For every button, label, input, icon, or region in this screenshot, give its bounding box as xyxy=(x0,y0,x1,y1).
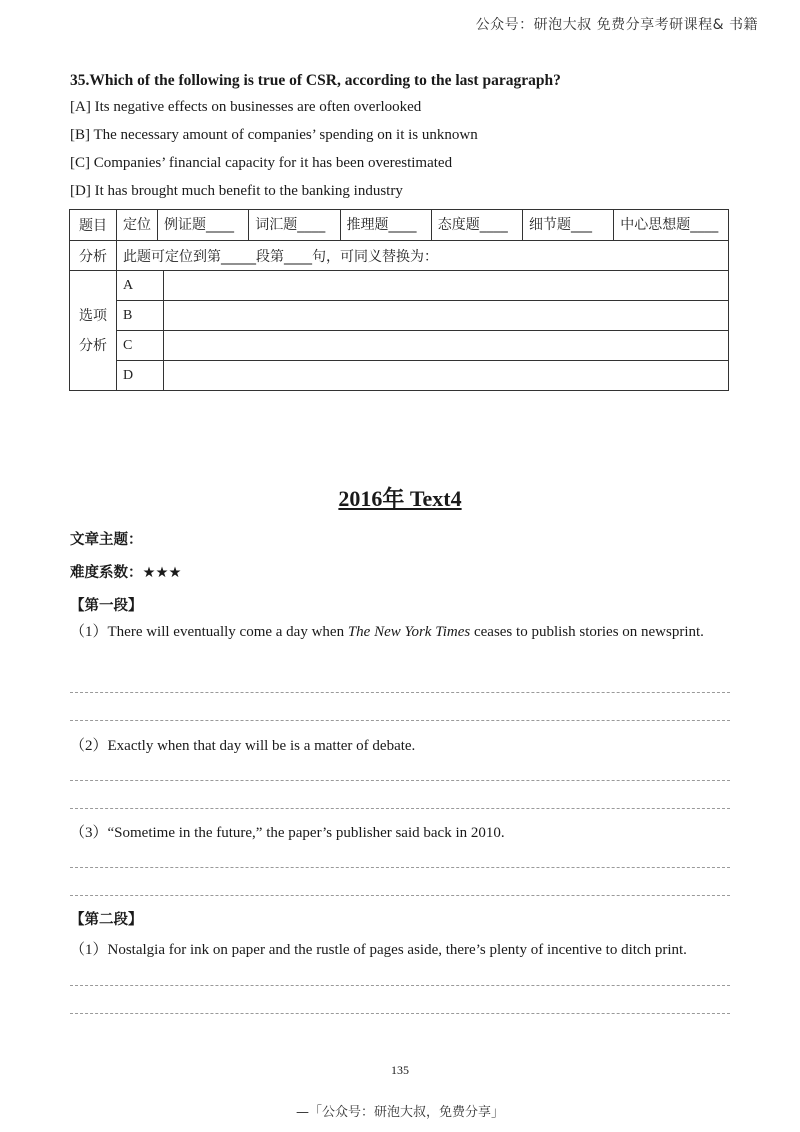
type-vocabulary: 词汇题____ xyxy=(249,210,340,240)
header-note: 公众号：研泡大叔 免费分享考研课程& 书籍 xyxy=(475,17,758,33)
writing-line[interactable] xyxy=(70,1013,730,1014)
option-analysis-label xyxy=(70,271,117,391)
writing-line[interactable] xyxy=(70,692,730,693)
theme-label: 文章主题： xyxy=(70,532,143,548)
writing-line[interactable] xyxy=(70,808,730,809)
writing-line[interactable] xyxy=(70,720,730,721)
option-letter-a: A xyxy=(117,271,164,301)
analysis-table xyxy=(69,209,729,391)
option-b: [B] The necessary amount of companies’ spending on it is unknown xyxy=(70,127,478,143)
option-analysis-d-cell[interactable] xyxy=(164,361,729,391)
locate-blank-1[interactable]: _____ xyxy=(221,248,256,265)
type-detail: 细节题___ xyxy=(523,210,614,240)
option-analysis-c-cell[interactable] xyxy=(164,331,729,361)
question-type-row xyxy=(117,210,729,241)
table-label-topic: 题目 xyxy=(70,210,117,241)
table-label-analysis: 分析 xyxy=(70,241,117,271)
type-example: 例证题____ xyxy=(158,210,249,240)
writing-line[interactable] xyxy=(70,867,730,868)
locate-blank-2[interactable]: ____ xyxy=(284,248,312,265)
type-locate: 定位 xyxy=(117,210,158,240)
option-c: [C] Companies’ financial capacity for it has been overestimated xyxy=(70,155,453,171)
sentence-1-2: （2）Exactly when that day will be is a matter of debate. xyxy=(70,738,416,754)
question-title: 35.Which of the following is true of CSR, according to the last paragraph? xyxy=(70,72,561,89)
page-number: 135 xyxy=(391,1063,409,1077)
type-main-idea: 中心思想题____ xyxy=(620,217,719,233)
sentence-1-1 xyxy=(70,617,730,648)
sentence-2-1: （1）Nostalgia for ink on paper and the rustle of pages aside, there’s plenty of incentive to ditch print. xyxy=(70,942,687,958)
option-letter-c: C xyxy=(117,331,164,361)
type-inference: 推理题____ xyxy=(341,210,432,240)
option-analysis-a-cell[interactable] xyxy=(164,271,729,301)
writing-line[interactable] xyxy=(70,895,730,896)
option-a: [A] Its negative effects on businesses are often overlooked xyxy=(70,99,422,115)
text-title: 2016年 Text4 xyxy=(338,486,462,511)
option-letter-b: B xyxy=(117,301,164,331)
option-letter-d: D xyxy=(117,361,164,391)
sentence-1-1-start: （1）There will eventually come a day when xyxy=(70,624,348,640)
difficulty-label: 难度系数：★★★ xyxy=(70,565,182,581)
section-2-label: 【第二段】 xyxy=(70,912,143,928)
option-analysis-label-2: 分析 xyxy=(79,337,107,354)
sentence-1-1-italic: The New York Times xyxy=(347,624,471,640)
option-analysis-label-1: 选项 xyxy=(79,307,107,324)
writing-line[interactable] xyxy=(70,780,730,781)
locate-text-3: 句，可同义替换为： xyxy=(312,248,438,265)
writing-line[interactable] xyxy=(70,985,730,986)
sentence-1-3: （3）“Sometime in the future,” the paper’s publisher said back in 2010. xyxy=(70,825,505,841)
locate-row xyxy=(117,241,729,271)
option-d: [D] It has brought much benefit to the banking industry xyxy=(70,183,403,199)
sentence-1-1-end: ceases to publish stories on newsprint. xyxy=(470,624,704,640)
footer-note: —「公众号：研泡大叔，免费分享」 xyxy=(295,1105,504,1120)
option-analysis-b-cell[interactable] xyxy=(164,301,729,331)
locate-text-2: 段第 xyxy=(256,248,284,265)
type-attitude: 态度题____ xyxy=(432,210,523,240)
locate-text-1: 此题可定位到第 xyxy=(123,248,221,265)
section-1-label: 【第一段】 xyxy=(70,598,143,614)
